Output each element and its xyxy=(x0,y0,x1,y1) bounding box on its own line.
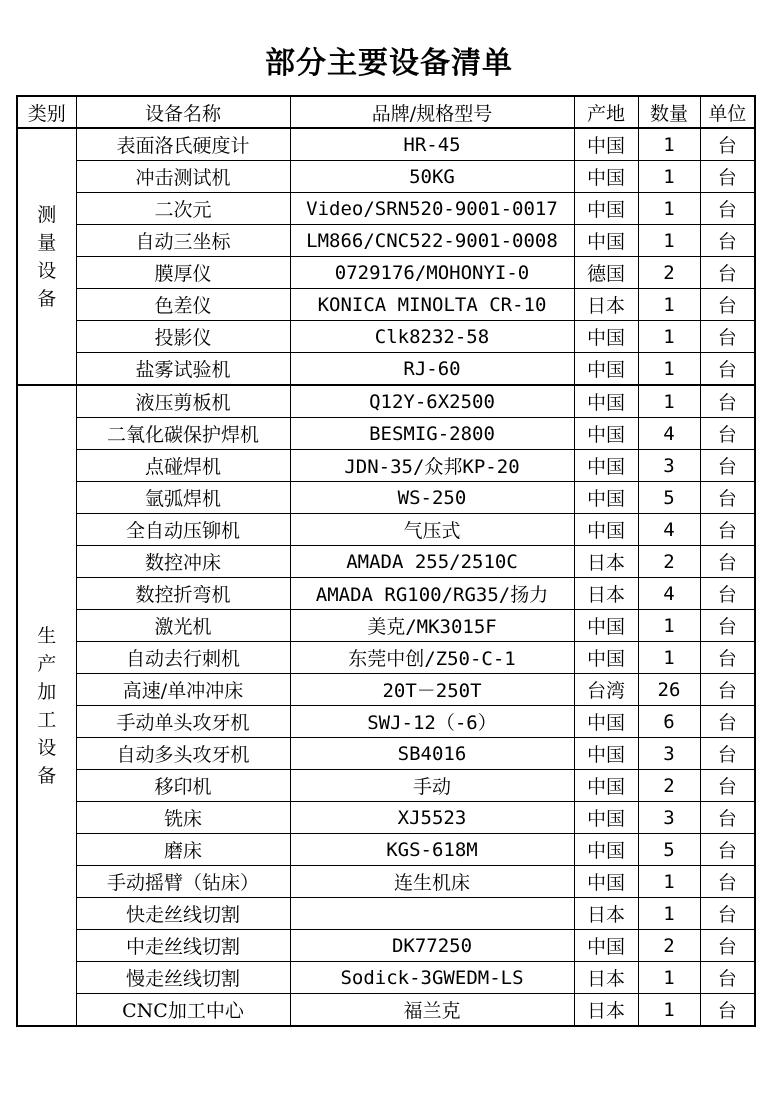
qty-cell: 1 xyxy=(638,962,700,994)
unit-cell: 台 xyxy=(700,770,755,802)
name-cell: 投影仪 xyxy=(76,321,290,353)
origin-cell: 中国 xyxy=(574,161,638,193)
table-row xyxy=(17,225,755,257)
qty-cell: 1 xyxy=(638,225,700,257)
name-cell: 液压剪板机 xyxy=(76,385,290,418)
origin-cell: 中国 xyxy=(574,193,638,225)
origin-cell: 中国 xyxy=(574,770,638,802)
origin-cell: 日本 xyxy=(574,289,638,321)
unit-cell: 台 xyxy=(700,898,755,930)
qty-cell: 1 xyxy=(638,289,700,321)
table-row xyxy=(17,674,755,706)
spec-cell: KONICA MINOLTA CR-10 xyxy=(290,289,574,321)
spec-cell: 福兰克 xyxy=(290,994,574,1027)
name-cell: 氩弧焊机 xyxy=(76,482,290,514)
name-cell: 数控冲床 xyxy=(76,546,290,578)
spec-cell xyxy=(290,898,574,930)
unit-cell: 台 xyxy=(700,385,755,418)
table-row xyxy=(17,193,755,225)
header-unit: 单位 xyxy=(700,96,755,128)
table-row xyxy=(17,353,755,386)
spec-cell: 0729176/MOHONYI-0 xyxy=(290,257,574,289)
category-cell xyxy=(17,385,76,1026)
origin-cell: 中国 xyxy=(574,738,638,770)
unit-cell: 台 xyxy=(700,866,755,898)
origin-cell: 中国 xyxy=(574,930,638,962)
name-cell: 慢走丝线切割 xyxy=(76,962,290,994)
origin-cell: 中国 xyxy=(574,225,638,257)
unit-cell: 台 xyxy=(700,418,755,450)
header-origin: 产地 xyxy=(574,96,638,128)
table-body xyxy=(17,128,755,1026)
qty-cell: 4 xyxy=(638,514,700,546)
unit-cell: 台 xyxy=(700,546,755,578)
spec-cell: LM866/CNC522-9001-0008 xyxy=(290,225,574,257)
spec-cell: SB4016 xyxy=(290,738,574,770)
table-row xyxy=(17,802,755,834)
unit-cell: 台 xyxy=(700,738,755,770)
origin-cell: 中国 xyxy=(574,866,638,898)
spec-cell: RJ-60 xyxy=(290,353,574,386)
qty-cell: 6 xyxy=(638,706,700,738)
spec-cell: 气压式 xyxy=(290,514,574,546)
origin-cell: 中国 xyxy=(574,321,638,353)
name-cell: 移印机 xyxy=(76,770,290,802)
header-spec: 品牌/规格型号 xyxy=(290,96,574,128)
name-cell: 膜厚仪 xyxy=(76,257,290,289)
table-row xyxy=(17,161,755,193)
table-row xyxy=(17,994,755,1027)
qty-cell: 5 xyxy=(638,834,700,866)
origin-cell: 中国 xyxy=(574,610,638,642)
qty-cell: 1 xyxy=(638,161,700,193)
table-row xyxy=(17,321,755,353)
category-label: 生 产 加 工 设 备 xyxy=(37,624,57,787)
table-row xyxy=(17,770,755,802)
qty-cell: 5 xyxy=(638,482,700,514)
unit-cell: 台 xyxy=(700,353,755,386)
spec-cell: KGS-618M xyxy=(290,834,574,866)
name-cell: 高速/单冲冲床 xyxy=(76,674,290,706)
qty-cell: 1 xyxy=(638,642,700,674)
qty-cell: 1 xyxy=(638,193,700,225)
origin-cell: 德国 xyxy=(574,257,638,289)
spec-cell: Sodick-3GWEDM-LS xyxy=(290,962,574,994)
table-row xyxy=(17,706,755,738)
name-cell: 盐雾试验机 xyxy=(76,353,290,386)
origin-cell: 中国 xyxy=(574,418,638,450)
qty-cell: 1 xyxy=(638,385,700,418)
spec-cell: Video/SRN520-9001-0017 xyxy=(290,193,574,225)
name-cell: 色差仪 xyxy=(76,289,290,321)
unit-cell: 台 xyxy=(700,257,755,289)
origin-cell: 中国 xyxy=(574,802,638,834)
spec-cell: XJ5523 xyxy=(290,802,574,834)
name-cell: 点碰焊机 xyxy=(76,450,290,482)
unit-cell: 台 xyxy=(700,834,755,866)
origin-cell: 中国 xyxy=(574,482,638,514)
qty-cell: 1 xyxy=(638,610,700,642)
header-qty: 数量 xyxy=(638,96,700,128)
qty-cell: 4 xyxy=(638,418,700,450)
name-cell: 铣床 xyxy=(76,802,290,834)
origin-cell: 中国 xyxy=(574,353,638,386)
unit-cell: 台 xyxy=(700,962,755,994)
qty-cell: 1 xyxy=(638,994,700,1027)
table-row xyxy=(17,578,755,610)
origin-cell: 日本 xyxy=(574,962,638,994)
table-row xyxy=(17,418,755,450)
origin-cell: 日本 xyxy=(574,994,638,1027)
table-row xyxy=(17,385,755,418)
page-title: 部分主要设备清单 xyxy=(265,46,513,81)
qty-cell: 2 xyxy=(638,546,700,578)
unit-cell: 台 xyxy=(700,674,755,706)
name-cell: 手动单头攻牙机 xyxy=(76,706,290,738)
table-row xyxy=(17,930,755,962)
name-cell: 全自动压铆机 xyxy=(76,514,290,546)
qty-cell: 4 xyxy=(638,578,700,610)
spec-cell: 20T－250T xyxy=(290,674,574,706)
table-row xyxy=(17,289,755,321)
unit-cell: 台 xyxy=(700,610,755,642)
unit-cell: 台 xyxy=(700,706,755,738)
table-row xyxy=(17,514,755,546)
unit-cell: 台 xyxy=(700,321,755,353)
table-row xyxy=(17,898,755,930)
category-label: 测 量 设 备 xyxy=(37,203,57,310)
unit-cell: 台 xyxy=(700,161,755,193)
name-cell: CNC加工中心 xyxy=(76,994,290,1027)
qty-cell: 1 xyxy=(638,898,700,930)
qty-cell: 1 xyxy=(638,353,700,386)
name-cell: 激光机 xyxy=(76,610,290,642)
name-cell: 中走丝线切割 xyxy=(76,930,290,962)
origin-cell: 日本 xyxy=(574,546,638,578)
name-cell: 手动摇臂（钻床） xyxy=(76,866,290,898)
spec-cell: DK77250 xyxy=(290,930,574,962)
origin-cell: 中国 xyxy=(574,514,638,546)
qty-cell: 3 xyxy=(638,450,700,482)
table-row xyxy=(17,962,755,994)
spec-cell: HR-45 xyxy=(290,128,574,161)
spec-cell: 美克/MK3015F xyxy=(290,610,574,642)
unit-cell: 台 xyxy=(700,193,755,225)
name-cell: 自动多头攻牙机 xyxy=(76,738,290,770)
origin-cell: 中国 xyxy=(574,450,638,482)
table-row xyxy=(17,642,755,674)
origin-cell: 中国 xyxy=(574,385,638,418)
unit-cell: 台 xyxy=(700,930,755,962)
qty-cell: 1 xyxy=(638,866,700,898)
spec-cell: AMADA RG100/RG35/扬力 xyxy=(290,578,574,610)
qty-cell: 2 xyxy=(638,770,700,802)
unit-cell: 台 xyxy=(700,802,755,834)
name-cell: 自动去行刺机 xyxy=(76,642,290,674)
unit-cell: 台 xyxy=(700,514,755,546)
header-name: 设备名称 xyxy=(76,96,290,128)
name-cell: 数控折弯机 xyxy=(76,578,290,610)
table-row xyxy=(17,610,755,642)
table-row xyxy=(17,866,755,898)
header-row xyxy=(17,96,755,128)
spec-cell: 手动 xyxy=(290,770,574,802)
name-cell: 二次元 xyxy=(76,193,290,225)
unit-cell: 台 xyxy=(700,578,755,610)
table-row xyxy=(17,482,755,514)
spec-cell: 连生机床 xyxy=(290,866,574,898)
table-row xyxy=(17,738,755,770)
name-cell: 表面洛氏硬度计 xyxy=(76,128,290,161)
spec-cell: JDN-35/众邦KP-20 xyxy=(290,450,574,482)
table-row xyxy=(17,546,755,578)
origin-cell: 中国 xyxy=(574,706,638,738)
unit-cell: 台 xyxy=(700,128,755,161)
spec-cell: 50KG xyxy=(290,161,574,193)
table-row xyxy=(17,128,755,161)
spec-cell: SWJ-12（-6） xyxy=(290,706,574,738)
unit-cell: 台 xyxy=(700,289,755,321)
unit-cell: 台 xyxy=(700,225,755,257)
spec-cell: 东莞中创/Z50-C-1 xyxy=(290,642,574,674)
table-row xyxy=(17,450,755,482)
origin-cell: 中国 xyxy=(574,642,638,674)
origin-cell: 日本 xyxy=(574,898,638,930)
unit-cell: 台 xyxy=(700,482,755,514)
origin-cell: 台湾 xyxy=(574,674,638,706)
name-cell: 二氧化碳保护焊机 xyxy=(76,418,290,450)
origin-cell: 中国 xyxy=(574,128,638,161)
table-row xyxy=(17,834,755,866)
origin-cell: 日本 xyxy=(574,578,638,610)
qty-cell: 2 xyxy=(638,257,700,289)
unit-cell: 台 xyxy=(700,450,755,482)
spec-cell: Clk8232-58 xyxy=(290,321,574,353)
qty-cell: 1 xyxy=(638,128,700,161)
category-cell xyxy=(17,128,76,385)
spec-cell: AMADA 255/2510C xyxy=(290,546,574,578)
spec-cell: BESMIG-2800 xyxy=(290,418,574,450)
unit-cell: 台 xyxy=(700,994,755,1027)
equipment-table xyxy=(16,95,756,1027)
origin-cell: 中国 xyxy=(574,834,638,866)
qty-cell: 2 xyxy=(638,930,700,962)
spec-cell: WS-250 xyxy=(290,482,574,514)
name-cell: 磨床 xyxy=(76,834,290,866)
name-cell: 冲击测试机 xyxy=(76,161,290,193)
name-cell: 自动三坐标 xyxy=(76,225,290,257)
qty-cell: 3 xyxy=(638,738,700,770)
name-cell: 快走丝线切割 xyxy=(76,898,290,930)
qty-cell: 26 xyxy=(638,674,700,706)
qty-cell: 1 xyxy=(638,321,700,353)
header-category: 类别 xyxy=(17,96,76,128)
qty-cell: 3 xyxy=(638,802,700,834)
unit-cell: 台 xyxy=(700,642,755,674)
table-row xyxy=(17,257,755,289)
spec-cell: Q12Y-6X2500 xyxy=(290,385,574,418)
